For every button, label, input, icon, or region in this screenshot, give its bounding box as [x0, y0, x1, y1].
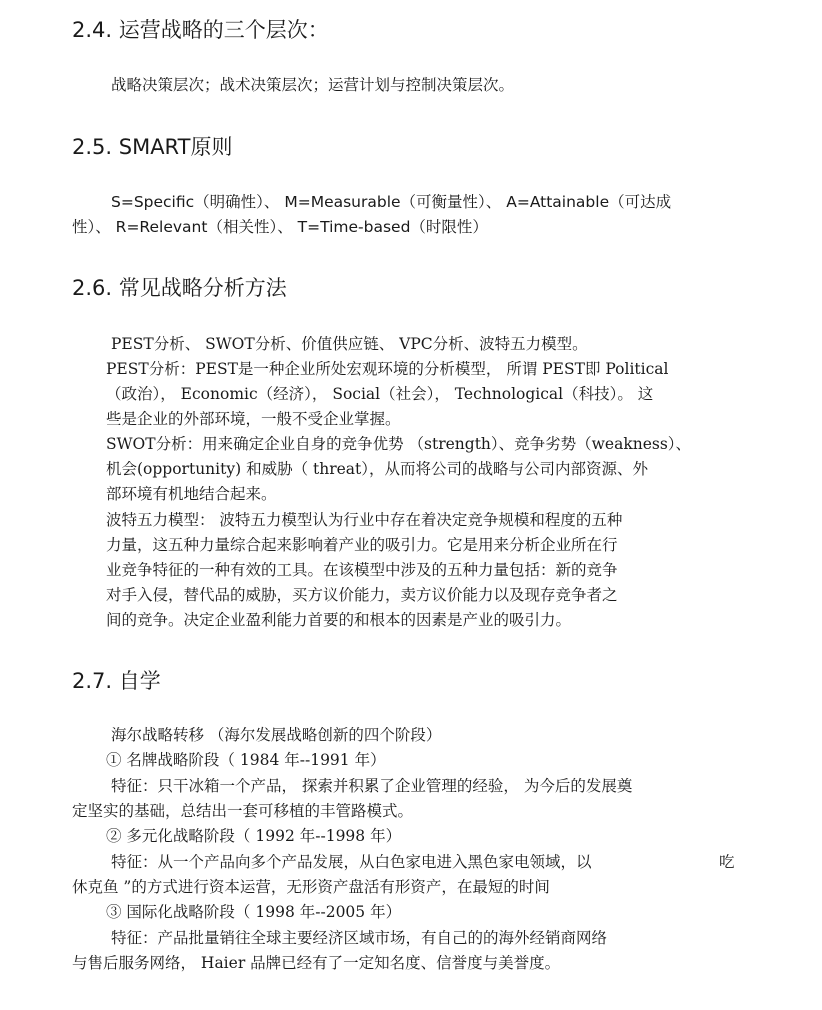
paragraph-line: 特征：只干冰箱一个产品， 探索并积累了企业管理的经验， 为今后的发展奠 — [111, 777, 633, 795]
paragraph-line: 特征：产品批量销往全球主要经济区域市场，有自己的的海外经销商网络 — [111, 929, 608, 947]
paragraph-line: 间的竞争。决定企业盈利能力首要的和根本的因素是产业的吸引力。 — [106, 611, 572, 629]
paragraph-line: 战略决策层次；战术决策层次；运营计划与控制决策层次。 — [111, 76, 515, 94]
list-item-stage-2: ② 多元化战略阶段（ 1992 年--1998 年） — [106, 827, 402, 845]
section-heading-2-4: 2.4. 运营战略的三个层次： — [72, 18, 329, 42]
list-item-stage-3: ③ 国际化战略阶段（ 1998 年--2005 年） — [106, 903, 402, 921]
paragraph-line: 波特五力模型： 波特五力模型认为行业中存在着决定竞争规模和程度的五种 — [106, 511, 623, 529]
paragraph-line: 性）、 R=Relevant（相关性）、 T=Time-based（时限性） — [72, 218, 488, 236]
paragraph-line: 与售后服务网络， Haier 品牌已经有了一定知名度、信誉度与美誉度。 — [72, 954, 561, 972]
paragraph-line: 业竞争特征的一种有效的工具。在该模型中涉及的五种力量包括：新的竞争 — [106, 561, 618, 579]
section-heading-2-5: 2.5. SMART原则 — [72, 135, 233, 159]
paragraph-line: 海尔战略转移 （海尔发展战略创新的四个阶段） — [111, 726, 442, 744]
paragraph-line: SWOT分析：用来确定企业自身的竞争优势 （strength）、竞争劣势（weakness）、 — [106, 435, 692, 453]
paragraph-line: 对手入侵，替代品的威胁，买方议价能力，卖方议价能力以及现存竞争者之 — [106, 586, 618, 604]
paragraph-line: 些是企业的外部环境，一般不受企业掌握。 — [106, 410, 401, 428]
paragraph-line: （政治）， Economic（经济）， Social（社会）， Technological（科技）。 这 — [106, 385, 654, 403]
section-heading-2-6: 2.6. 常见战略分析方法 — [72, 276, 287, 300]
section-heading-2-7: 2.7. 自学 — [72, 669, 161, 693]
paragraph-line: 休克鱼 ”的方式进行资本运营，无形资产盘活有形资产，在最短的时间 — [72, 878, 550, 896]
paragraph-line: 定坚实的基础，总结出一套可移植的丰管路模式。 — [72, 802, 414, 820]
paragraph-line: 力量，这五种力量综合起来影响着产业的吸引力。它是用来分析企业所在行 — [106, 536, 618, 554]
paragraph-line: PEST分析、 SWOT分析、价值供应链、 VPC分析、波特五力模型。 — [111, 335, 588, 353]
paragraph-line-end-char: 吃 — [719, 853, 735, 871]
paragraph-line: 机会(opportunity) 和威胁（ threat），从而将公司的战略与公司内部资源、外 — [106, 460, 649, 478]
list-item-stage-1: ① 名牌战略阶段（ 1984 年--1991 年） — [106, 751, 386, 769]
paragraph-line: 部环境有机地结合起来。 — [106, 485, 277, 503]
paragraph-line: PEST分析：PEST是一种企业所处宏观环境的分析模型， 所谓 PEST即 Political — [106, 360, 669, 378]
paragraph-line: S=Specific（明确性）、 M=Measurable（可衡量性）、 A=Attainable（可达成 — [111, 193, 672, 211]
paragraph-line: 特征：从一个产品向多个产品发展，从白色家电进入黑色家电领域，以 — [111, 853, 592, 871]
